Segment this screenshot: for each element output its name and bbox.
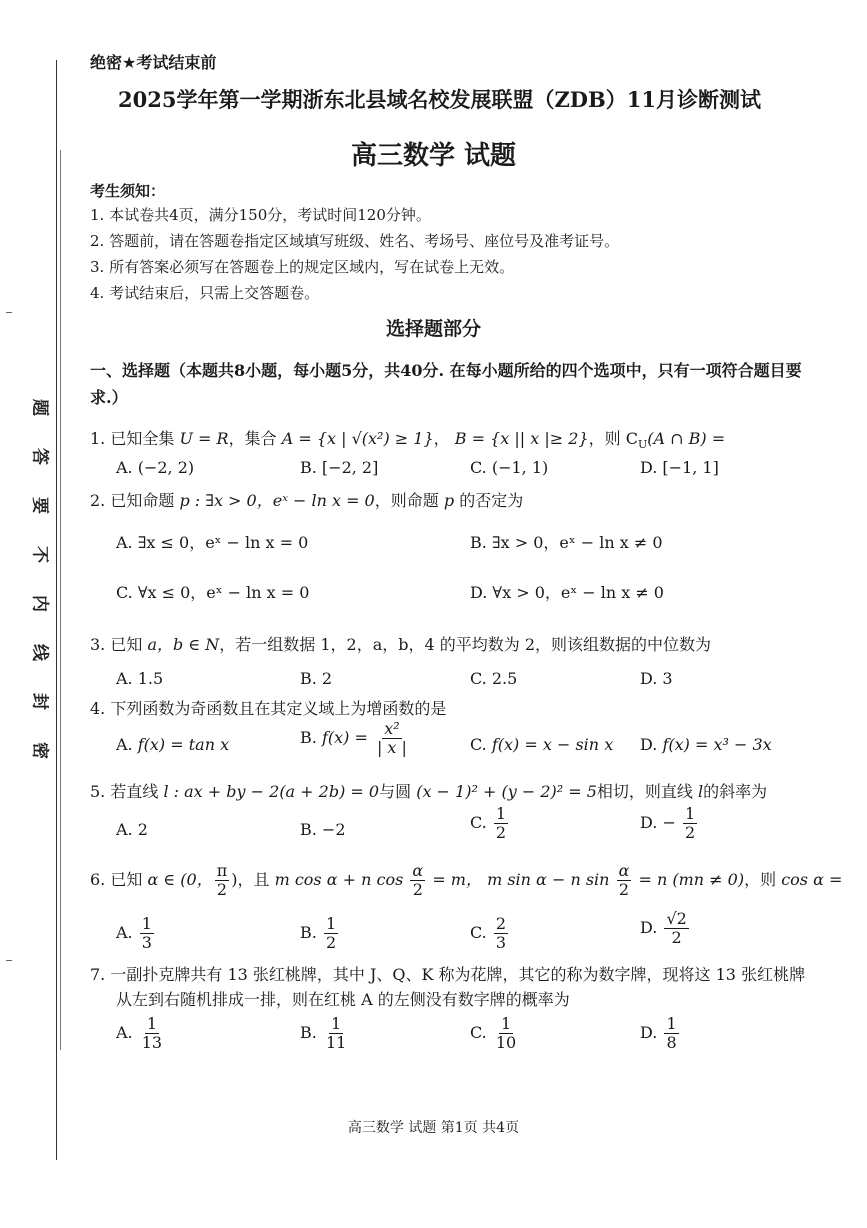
seal-line-text (30, 395, 54, 763)
seal-char: 内 (29, 595, 50, 612)
question-4-option-c: C. f(x) = x − sin x (470, 735, 614, 754)
question-6-option-d: D. $\frac{√2}{2}$ (640, 909, 687, 947)
question-7-option-d: D. $\frac{1}{8}$ (640, 1014, 677, 1052)
page-footer: 高三数学 试题 第1页 共4页 (347, 1120, 520, 1136)
question-2-option-d: D. ∀x > 0，eˣ − ln x ≠ 0 (470, 583, 664, 602)
question-7-option-c: C. $\frac{1}{10}$ (470, 1014, 517, 1052)
question-4-option-b: B. f(x) = $\frac{\text{x²}}{| x |}$ (300, 719, 407, 757)
question-5-option-b: B. −2 (300, 820, 346, 839)
question-5-option-d: D. − $\frac{1}{2}$ (640, 804, 696, 842)
question-1-option-d: D. [−1, 1] (640, 458, 719, 477)
notice-item: 3. 所有答案必须写在答题卷上的规定区域内，写在试卷上无效。 (90, 258, 515, 276)
question-7-stem-line-1: 7. 一副扑克牌共有 13 张红桃牌，其中 J、Q、K 称为花牌，其它的称为数字牌，现将这 13 张红桃牌 (90, 965, 806, 984)
confidential-label: 绝密★考试结束前 (90, 53, 217, 72)
seal-char: 题 (29, 399, 50, 416)
question-2-stem: 2. 已知命题 p : ∃x > 0，eˣ − ln x = 0，则命题 p 的否定为 (90, 491, 524, 510)
question-5-stem: 5. 若直线 l : ax + by − 2(a + 2b) = 0与圆 (x − 1)² + (y − 2)² = 5相切，则直线 l的斜率为 (90, 782, 768, 801)
question-5-option-c: C. $\frac{1}{2}$ (470, 804, 507, 842)
seal-char: 不 (29, 546, 50, 563)
section-title: 选择题部分 (385, 318, 481, 340)
question-3-option-b: B. 2 (300, 669, 333, 688)
question-6-option-a: A. $\frac{1}{3}$ (116, 914, 152, 952)
question-2-option-c: C. ∀x ≤ 0，eˣ − ln x = 0 (116, 583, 310, 602)
binding-line (56, 60, 57, 1160)
exam-subtitle: 高三数学 试题 (350, 141, 517, 171)
question-1-option-a: A. (−2, 2) (116, 458, 195, 477)
question-4-stem: 4. 下列函数为奇函数且在其定义域上为增函数的是 (90, 699, 447, 718)
question-5-option-a: A. 2 (116, 820, 148, 839)
margin-tick (6, 960, 12, 961)
question-7-stem-line-2: 从左到右随机排成一排，则在红桃 A 的左侧没有数字牌的概率为 (116, 990, 570, 1009)
seal-char: 密 (29, 742, 50, 759)
question-1-option-b: B. [−2, 2] (300, 458, 379, 477)
question-3-option-c: C. 2.5 (470, 669, 518, 688)
question-1-stem: 1. 已知全集 U = R，集合 A = {x | √(x²) ≥ 1}， B = {x || x |≥ 2}，则 $C_U(A$ ∩ B) = (90, 429, 726, 452)
question-3-stem: 3. 已知 a，b ∈ N，若一组数据 1，2，a，b，4 的平均数为 2，则该组数据的中位数为 (90, 635, 712, 654)
question-3-option-a: A. 1.5 (116, 669, 164, 688)
seal-char: 封 (29, 693, 50, 710)
question-7-option-b: B. $\frac{1}{11}$ (300, 1014, 347, 1052)
seal-char: 线 (29, 644, 50, 661)
notice-item: 2. 答题前，请在答题卷指定区域填写班级、姓名、考场号、座位号及准考证号。 (90, 232, 620, 250)
question-4-option-d: D. f(x) = x³ − 3x (640, 735, 772, 754)
exam-title: 2025学年第一学期浙东北县域名校发展联盟（ZDB）11月诊断测试 (118, 87, 761, 112)
question-4-option-a: A. f(x) = tan x (116, 735, 230, 754)
question-2-option-b: B. ∃x > 0，eˣ − ln x ≠ 0 (470, 533, 663, 552)
seal-char: 答 (29, 448, 50, 465)
question-7-option-a: A. $\frac{1}{13}$ (116, 1014, 163, 1052)
question-6-stem: 6. 已知 α ∈ (0， $\frac{\pi}{2}$ )，且 m cos α + n cos $\frac{\alpha}{2}$ = m， m sin α − n sin $\frac{\alpha}{2}$ = n (mn ≠ 0)，则 cos α = (90, 861, 843, 899)
binding-line-inner (60, 150, 61, 1050)
margin-tick (6, 312, 12, 313)
part-heading: 一、选择题（本题共8小题，每小题5分，共40分. 在每小题所给的四个选项中，只有一项符合题目要求.） (90, 361, 802, 407)
notice-item: 1. 本试卷共4页，满分150分，考试时间120分钟。 (90, 206, 431, 224)
notice-heading: 考生须知： (90, 182, 166, 200)
seal-char: 要 (29, 497, 50, 514)
question-6-option-c: C. $\frac{2}{3}$ (470, 914, 507, 952)
question-3-option-d: D. 3 (640, 669, 673, 688)
notice-item: 4. 考试结束后，只需上交答题卷。 (90, 284, 320, 302)
question-2-option-a: A. ∃x ≤ 0，eˣ − ln x = 0 (116, 533, 309, 552)
question-1-option-c: C. (−1, 1) (470, 458, 549, 477)
question-6-option-b: B. $\frac{1}{2}$ (300, 914, 337, 952)
